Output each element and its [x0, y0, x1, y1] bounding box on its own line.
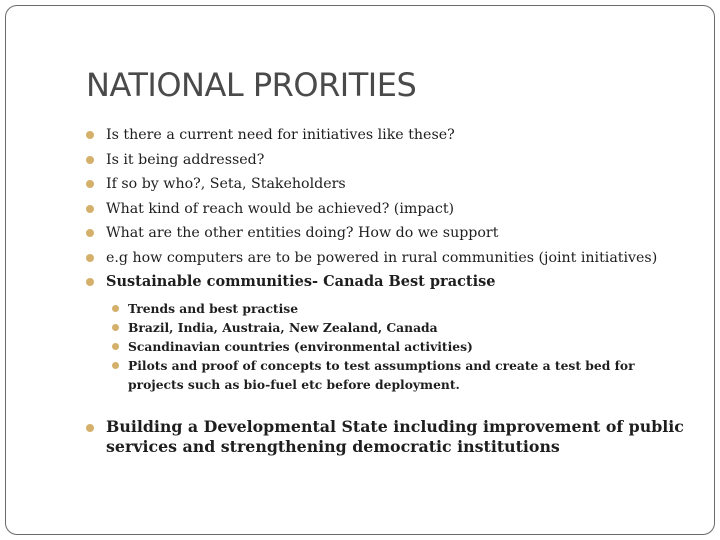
sub-bullet-item [106, 299, 686, 318]
sub-bullet-text: Brazil, India, Austraia, New Zealand, Canada [128, 319, 438, 335]
bullet-text: e.g how computers are to be powered in rural communities (joint initiatives) [106, 249, 658, 266]
bullet-item [86, 270, 686, 394]
bullet-dot-icon [112, 324, 119, 331]
bullet-item [86, 123, 686, 148]
bullet-dot-icon [86, 254, 94, 262]
sub-bullet-text: Pilots and proof of concepts to test assumptions and create a test bed for projects such as bio-fuel etc before deployment. [128, 357, 635, 392]
bullet-text: What are the other entities doing? How do we support [106, 225, 499, 241]
bullet-item [86, 172, 686, 197]
bullet-dot-icon [86, 205, 94, 213]
final-bullet-item [86, 417, 686, 457]
bullet-dot-icon [86, 424, 94, 432]
bullet-item [86, 221, 686, 246]
bullet-item [86, 197, 686, 222]
sub-bullet-item [106, 318, 686, 337]
sub-bullet-item [106, 337, 686, 356]
bullet-dot-icon [86, 229, 94, 237]
bullet-text: If so by who?, Seta, Stakeholders [106, 176, 346, 192]
final-bullet-list [86, 417, 686, 457]
bullet-dot-icon [86, 131, 94, 139]
slide-frame [5, 5, 715, 535]
final-bullet-text: Building a Developmental State including improvement of public services and strengthening democratic institutions [106, 417, 684, 456]
sub-bullet-text: Trends and best practise [128, 300, 299, 316]
slide-title: NATIONAL PRORITIES [86, 66, 417, 104]
sub-bullet-item [106, 356, 686, 394]
bullet-text: What kind of reach would be achieved? (impact) [106, 200, 455, 217]
bullet-text: Is it being addressed? [106, 151, 265, 168]
bullet-dot-icon [112, 305, 119, 312]
sub-bullet-text: Scandinavian countries (environmental activities) [128, 338, 473, 354]
bullet-item [86, 148, 686, 173]
main-bullet-list [86, 123, 686, 394]
bullet-dot-icon [86, 156, 94, 164]
bullet-text: Sustainable communities- Canada Best practise [106, 273, 496, 290]
bullet-dot-icon [86, 180, 94, 188]
bullet-dot-icon [86, 278, 94, 286]
bullet-text: Is there a current need for initiatives like these? [106, 127, 455, 143]
bullet-dot-icon [112, 343, 119, 350]
bullet-dot-icon [112, 362, 119, 369]
sub-bullet-list [106, 299, 686, 394]
bullet-item [86, 246, 686, 271]
